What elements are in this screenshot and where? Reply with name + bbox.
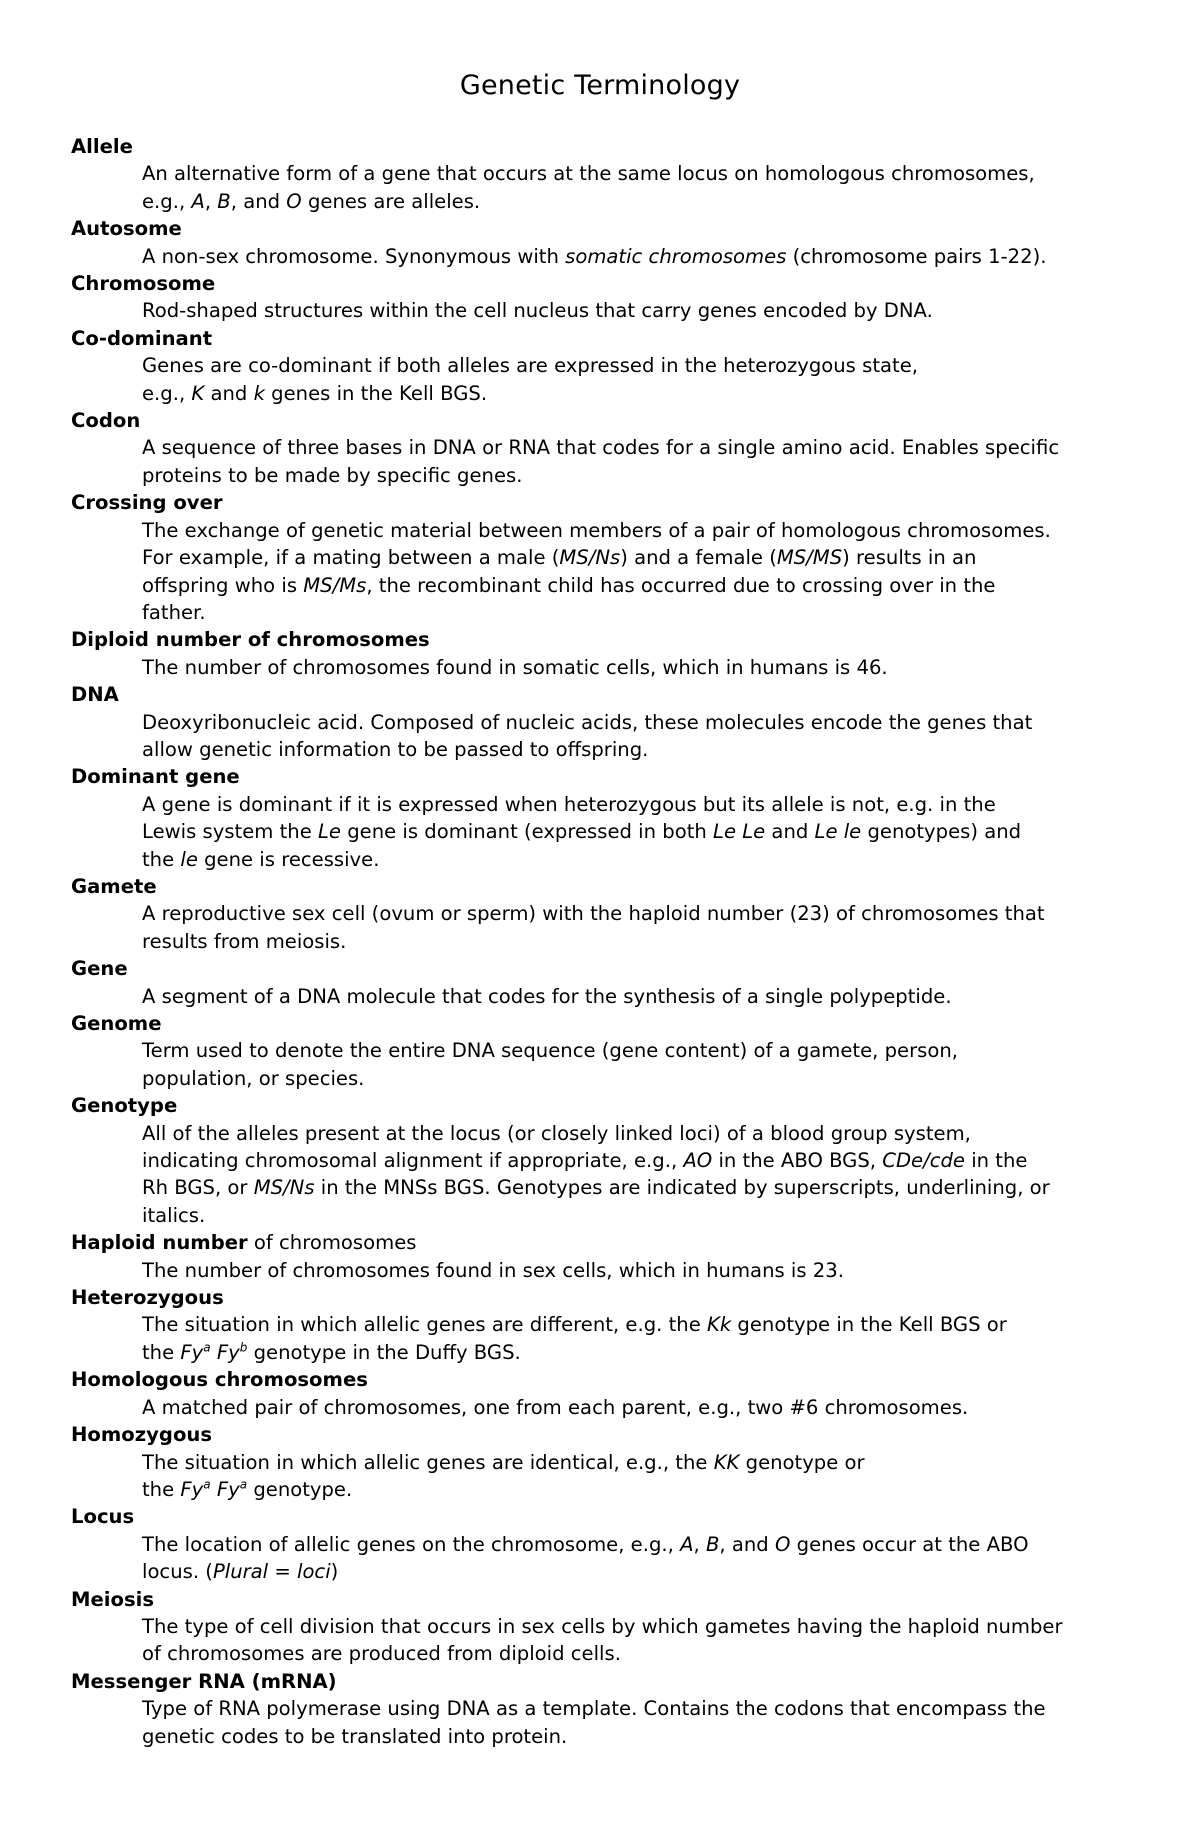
glossary-definition: An alternative form of a gene that occurs at the same locus on homologous chromosomes, e.g., A, B, and O genes are alleles. — [142, 162, 1035, 213]
glossary-entry — [71, 407, 1151, 489]
glossary-entry — [71, 1284, 1151, 1366]
glossary-entry — [71, 1366, 1151, 1421]
glossary-term: Allele — [71, 135, 133, 158]
glossary-definition: Genes are co-dominant if both alleles are expressed in the heterozygous state, e.g., K and k genes in the Kell BGS. — [142, 354, 918, 405]
glossary-definition: All of the alleles present at the locus (or closely linked loci) of a blood group system, indicating chromosomal alignment if appropriate, e.g., AO in the ABO BGS, CDe/cde in the Rh BGS, or MS/Ns in the MNSs BGS. Genotypes are indicated by superscripts, underlining, or italics. — [142, 1121, 1050, 1227]
glossary-definition: A gene is dominant if it is expressed when heterozygous but its allele is not, e.g. in the Lewis system the Le gene is dominant (expressed in both Le Le and Le le genotypes) and the le gene is recessive. — [142, 792, 1022, 871]
glossary-term: Co-dominant — [71, 326, 213, 350]
glossary-definition: The number of chromosomes found in sex cells, which in humans is 23. — [142, 1258, 844, 1282]
glossary-entry — [71, 626, 1151, 681]
glossary-definition: The situation in which allelic genes are different, e.g. the Kk genotype in the Kell BGS or the Fy$^a$ Fy$^b$ genotype in the Duffy BGS. — [142, 1313, 1007, 1364]
glossary-term: Dominant gene — [71, 765, 240, 789]
glossary-term: Homozygous — [71, 1423, 213, 1447]
glossary-entry — [71, 215, 1151, 270]
glossary-definition: The situation in which allelic genes are identical, e.g., the KK genotype or the Fy$^a$ Fy$^a$ genotype. — [142, 1450, 865, 1501]
page-title: Genetic Terminology — [459, 70, 741, 101]
glossary-term: Messenger RNA (mRNA) — [71, 1669, 337, 1693]
glossary-entry — [71, 489, 1151, 626]
glossary-list — [71, 133, 1151, 1750]
glossary-definition: A matched pair of chromosomes, one from each parent, e.g., two #6 chromosomes. — [142, 1395, 969, 1419]
glossary-term: DNA — [71, 683, 119, 707]
glossary-definition: The location of allelic genes on the chromosome, e.g., A, B, and O genes occur at the ABO locus. (Plural = loci) — [142, 1532, 1029, 1584]
glossary-entry — [71, 1586, 1151, 1668]
glossary-entry — [71, 1421, 1151, 1503]
glossary-entry — [71, 955, 1151, 1010]
glossary-definition: Deoxyribonucleic acid. Composed of nucleic acids, these molecules encode the genes that allow genetic information to be passed to offspring. — [142, 710, 1033, 761]
glossary-term: Heterozygous — [71, 1286, 224, 1310]
glossary-term: Diploid number of chromosomes — [71, 628, 430, 652]
glossary-definition: Type of RNA polymerase using DNA as a template. Contains the codons that encompass the genetic codes to be translated into protein. — [142, 1697, 1046, 1748]
glossary-term: Chromosome — [71, 272, 216, 296]
glossary-term-suffix: of chromosomes — [247, 1231, 417, 1255]
glossary-definition: The number of chromosomes found in somatic cells, which in humans is 46. — [142, 655, 888, 679]
glossary-term: Crossing over — [71, 491, 223, 515]
glossary-term: Gamete — [71, 874, 157, 898]
glossary-definition: The type of cell division that occurs in sex cells by which gametes having the haploid number of chromosomes are produced from diploid cells. — [142, 1614, 1063, 1666]
glossary-term: Autosome — [71, 217, 182, 241]
glossary-term: Homologous chromosomes — [71, 1368, 368, 1392]
glossary-entry — [71, 270, 1151, 325]
glossary-entry — [71, 763, 1151, 873]
glossary-entry — [71, 681, 1151, 763]
glossary-entry — [71, 1092, 1151, 1229]
glossary-entry — [71, 1010, 1151, 1092]
glossary-term: Genotype — [71, 1094, 178, 1118]
glossary-definition: Term used to denote the entire DNA sequence (gene content) of a gamete, person, population, or species. — [142, 1039, 958, 1090]
glossary-entry — [71, 133, 1151, 215]
glossary-definition: A segment of a DNA molecule that codes for the synthesis of a single polypeptide. — [142, 984, 952, 1008]
glossary-term: Locus — [71, 1505, 135, 1529]
glossary-term: Haploid number of chromosomes — [71, 1231, 417, 1255]
glossary-term: Genome — [71, 1012, 162, 1035]
glossary-definition: A sequence of three bases in DNA or RNA that codes for a single amino acid. Enables specific proteins to be made by specific genes. — [142, 436, 1060, 487]
glossary-term: Codon — [71, 409, 141, 433]
glossary-entry — [71, 325, 1151, 407]
glossary-term: Gene — [71, 957, 128, 981]
glossary-definition: The exchange of genetic material between members of a pair of homologous chromosomes. For example, if a mating between a male (MS/Ns) and a female (MS/MS) results in an offspring who is MS/Ms, the recombinant child has occurred due to crossing over in the father. — [142, 518, 1051, 624]
glossary-entry — [71, 873, 1151, 955]
glossary-definition: Rod-shaped structures within the cell nucleus that carry genes encoded by DNA. — [142, 299, 933, 323]
glossary-entry — [71, 1668, 1151, 1750]
glossary-definition: A non-sex chromosome. Synonymous with somatic chromosomes (chromosome pairs 1-22). — [142, 244, 1047, 268]
glossary-definition: A reproductive sex cell (ovum or sperm) with the haploid number (23) of chromosomes that results from meiosis. — [142, 902, 1045, 953]
glossary-entry — [71, 1229, 1151, 1284]
glossary-entry — [71, 1503, 1151, 1585]
glossary-term: Meiosis — [71, 1587, 155, 1611]
